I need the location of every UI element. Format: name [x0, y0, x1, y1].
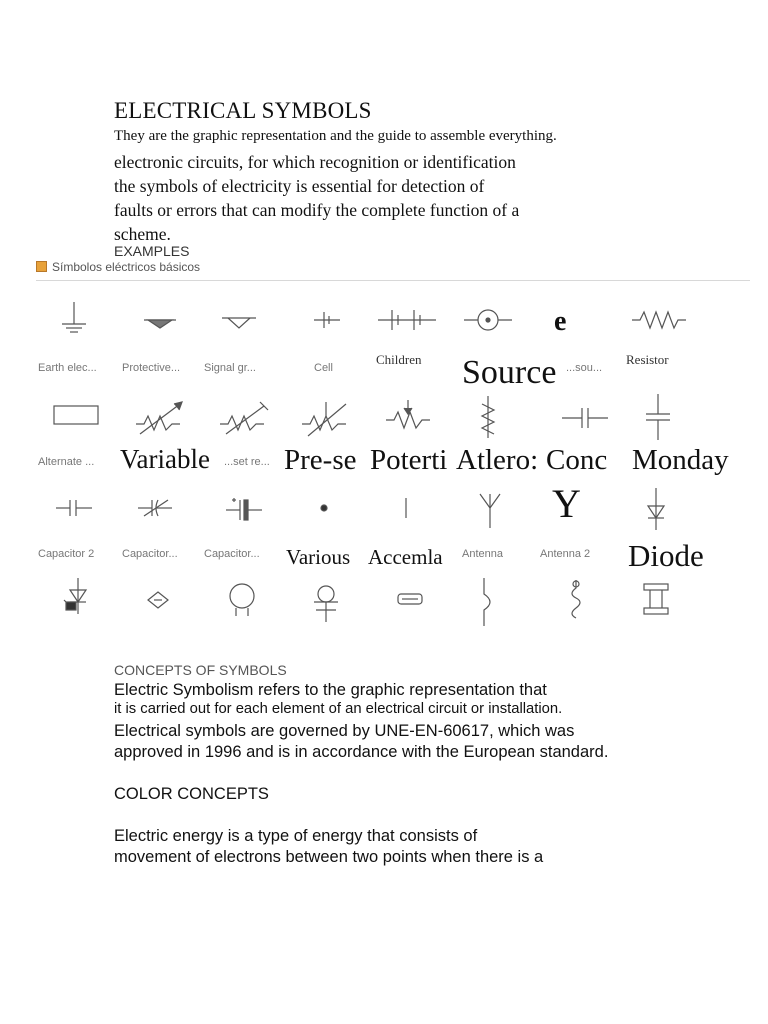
- overlay-diode: Diode: [628, 538, 704, 573]
- panel-title: [36, 260, 200, 274]
- junction-dot-symbol: [321, 505, 327, 511]
- transformer-symbol: [644, 584, 668, 614]
- row1-symbols: [36, 296, 750, 346]
- coil-symbol: [572, 580, 580, 618]
- symbol-label: ...set re...: [224, 456, 270, 468]
- concepts-label: CONCEPTS OF SYMBOLS: [114, 662, 287, 678]
- symbol-label: ...sou...: [566, 362, 603, 374]
- overlay-e: e: [554, 306, 567, 337]
- signal-ground-symbol: [222, 318, 256, 328]
- symbol-label: Resistor: [626, 352, 669, 367]
- symbol-label: Alternate ...: [38, 456, 95, 468]
- jack-symbol: [484, 578, 490, 626]
- symbol-label: Protective...: [122, 362, 181, 374]
- capacitor-polarized-symbol: [226, 498, 262, 520]
- battery-symbol: [378, 310, 436, 330]
- symbol-label: Capacitor...: [122, 548, 178, 560]
- resistor-symbol: [632, 312, 686, 328]
- overlay-accemla: Accemla: [368, 545, 443, 569]
- led-symbol: [64, 578, 86, 614]
- concepts-line: it is carried out for each element of an electrical circuit or installation.: [114, 701, 563, 717]
- overlay-monday: Monday: [632, 444, 729, 476]
- symbol-label: Children: [376, 352, 422, 367]
- symbol-label: Signal gr...: [204, 362, 256, 374]
- overlay-variable: Variable: [120, 444, 210, 474]
- overlay-pre-set: Pre-se: [284, 444, 357, 476]
- row4-symbols: [36, 574, 750, 630]
- capacitor-variable-symbol: [138, 500, 172, 516]
- document-title: ELECTRICAL SYMBOLS: [114, 98, 372, 123]
- symbol-label: Capacitor...: [204, 548, 260, 560]
- fuse-symbol: [398, 594, 422, 604]
- concepts-line: Electrical symbols are governed by UNE-EN-60617, which was: [114, 722, 575, 740]
- symbol-label: Earth elec...: [38, 362, 97, 374]
- diode-symbol: [648, 488, 664, 530]
- symbol-label: Antenna: [462, 548, 503, 560]
- intro-line: scheme.: [114, 224, 171, 244]
- intro-line: faults or errors that can modify the complete function of a: [114, 200, 520, 220]
- row3-symbols: [36, 484, 750, 534]
- energy-line: Electric energy is a type of energy that consists of: [114, 827, 478, 845]
- symbols-image: [36, 258, 750, 630]
- overlay-various: Various: [286, 545, 351, 569]
- panel-divider: [36, 280, 750, 281]
- overlay-y: Y: [552, 481, 581, 526]
- symbol-label: Capacitor 2: [38, 548, 95, 560]
- earth-symbol: [62, 302, 86, 332]
- overlay-source: Source: [462, 354, 557, 391]
- meter-symbol: [314, 586, 338, 622]
- capacitor-vertical-symbol: [646, 394, 670, 440]
- row2-symbols: [36, 390, 750, 442]
- inductor-vertical-symbol: [482, 396, 494, 438]
- preset-resistor-symbol: [220, 402, 268, 434]
- variable-resistor-symbol: [136, 402, 182, 434]
- intro-line: the symbols of electricity is essential for detection of: [114, 176, 485, 196]
- antenna-symbol: [480, 494, 500, 528]
- intro-line: They are the graphic representation and the guide to assemble everything.: [114, 128, 557, 144]
- capacitor-2-symbol: [56, 500, 92, 516]
- symbol-label: Cell: [314, 362, 333, 374]
- lamp-diamond-symbol: [148, 592, 168, 608]
- color-concepts-label: COLOR CONCEPTS: [114, 785, 269, 803]
- overlay-conc: Conc: [546, 444, 608, 476]
- concepts-line: approved in 1996 and is in accordance with the European standard.: [114, 743, 609, 761]
- source-symbol: [464, 310, 512, 330]
- resistor-adjustable-symbol: [386, 400, 430, 428]
- alternator-symbol: [54, 406, 98, 424]
- symbol-label: Antenna 2: [540, 548, 591, 560]
- examples-label: EXAMPLES: [114, 243, 190, 259]
- concepts-line: Electric Symbolism refers to the graphic representation that: [114, 681, 547, 699]
- panel-title-text: Símbolos eléctricos básicos: [52, 260, 201, 274]
- overlay-atlero: Atlero:: [456, 444, 539, 476]
- potentiometer-symbol: [302, 402, 346, 436]
- lamp-bulb-symbol: [230, 584, 254, 616]
- protective-earth-symbol: [144, 320, 176, 328]
- capacitor-symbol: [562, 408, 608, 428]
- overlay-potentiometer: Poterti: [370, 444, 448, 476]
- energy-line: movement of electrons between two points when there is a: [114, 848, 544, 866]
- folder-icon: [36, 261, 47, 272]
- intro-line: electronic circuits, for which recognition or identification: [114, 152, 516, 172]
- cell-symbol: [314, 312, 340, 328]
